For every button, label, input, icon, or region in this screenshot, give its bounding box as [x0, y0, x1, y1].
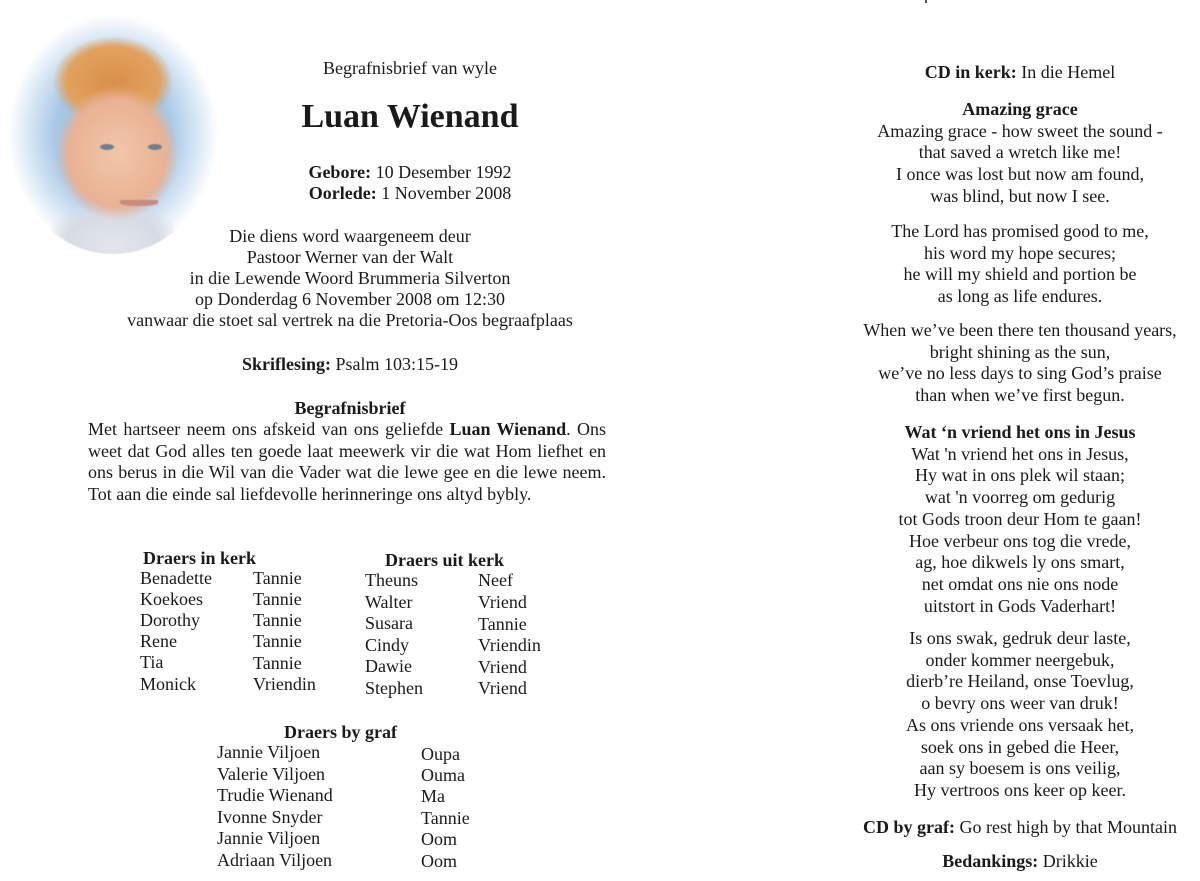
service-line: Die diens word waargeneem deur	[229, 226, 471, 246]
hymn-line: As ons vriende ons versaak het,	[906, 714, 1134, 735]
bearer-name: Koekoes	[140, 589, 203, 609]
hymn-line: aan sy boesem is ons veilig,	[919, 758, 1121, 779]
bearer-name: Stephen	[365, 678, 423, 698]
letter-text	[88, 419, 606, 505]
hymn-line: The Lord has promised good to me,	[891, 221, 1149, 241]
bearer-relation: Vriend	[478, 592, 527, 612]
bearer-relation: Neef	[478, 570, 513, 590]
thanks	[840, 851, 1200, 873]
hymn-line: Amazing grace - how sweet the sound -	[877, 120, 1163, 141]
born-label: Gebore:	[308, 162, 372, 182]
letter-title: Begrafnisbrief	[294, 398, 406, 418]
hymn-title: Wat ‘n vriend het ons in Jesus	[904, 422, 1136, 442]
hymn-line: wat 'n voorreg om gedurig	[924, 487, 1116, 508]
hymn-line: tot Gods troon deur Hom te gaan!	[898, 508, 1142, 529]
service-line: Pastoor Werner van der Walt	[246, 247, 454, 267]
bearer-name: Susara	[365, 613, 413, 633]
letter-text-before: Met hartseer neem ons afskeid van ons geliefde	[88, 419, 450, 439]
thanks-label: Bedankings:	[942, 851, 1039, 871]
bearers-out-title: Draers uit kerk	[385, 550, 504, 570]
bearer-relation: Vriend	[478, 657, 527, 677]
died-label: Oorlede:	[308, 183, 377, 203]
hymn-line: he will my shield and portion be	[903, 264, 1137, 285]
bearer-name: Adriaan Viljoen	[217, 850, 333, 870]
service-line: op Donderdag 6 November 2008 om 12:30	[195, 289, 505, 309]
hymn-line: ag, hoe dikwels ly ons smart,	[915, 552, 1125, 573]
hymn-line: Hy wat in ons plek wil staan;	[915, 465, 1125, 486]
bearer-relation: Vriendin	[253, 674, 316, 694]
right-page	[840, 0, 1200, 881]
died-line	[230, 183, 590, 204]
bearer-relation: Tannie	[253, 653, 302, 673]
service-line: in die Lewende Woord Brummeria Silverton	[189, 268, 511, 288]
letter-name-bold: Luan Wienand	[449, 419, 567, 439]
bearer-name: Monick	[140, 674, 196, 694]
reading-value: Psalm 103:15-19	[335, 354, 459, 374]
cd-grave-label: CD by graf:	[863, 817, 955, 837]
bearers-church-title: Draers in kerk	[143, 548, 256, 568]
portrait-photo	[8, 14, 218, 254]
cd-church-label: CD in kerk:	[924, 62, 1017, 82]
hymn-line: uitstort in Gods Vaderhart!	[923, 595, 1117, 616]
bearer-relation: Tannie	[253, 568, 302, 588]
bearer-name: Walter	[365, 592, 413, 612]
cd-church-value: In die Hemel	[1021, 62, 1116, 82]
bearer-relation: Vriendin	[478, 635, 541, 655]
bearer-name: Tia	[140, 652, 164, 672]
hymn-line: than when we’ve first begun.	[915, 385, 1125, 406]
bearer-name: Jannie Viljoen	[217, 828, 321, 848]
cd-church	[840, 62, 1200, 84]
bearer-relation: Ouma	[421, 765, 465, 785]
hymn-line: dierb’re Heiland, onse Toevlug,	[906, 671, 1134, 692]
hymn-line: Wat 'n vriend het ons in Jesus,	[911, 443, 1129, 464]
cd-grave-value: Go rest high by that Mountain	[959, 817, 1177, 837]
scripture-reading	[80, 354, 620, 375]
bearer-relation: Oupa	[421, 744, 460, 764]
hymn-line: When we’ve been there ten thousand years,	[863, 320, 1177, 340]
bearers-grave-title: Draers by graf	[284, 722, 397, 742]
bearer-name: Trudie Wienand	[217, 785, 333, 805]
bearer-name: Dorothy	[140, 610, 200, 630]
service-details	[80, 226, 620, 331]
hymn-line: his word my hope secures;	[924, 242, 1116, 263]
hymn-line: I once was lost but now am found,	[896, 164, 1144, 185]
dates-block	[230, 162, 590, 204]
bearer-name: Cindy	[365, 635, 410, 655]
portrait-mouth	[120, 200, 158, 206]
hymn-line: net omdat ons nie ons node	[921, 573, 1119, 594]
bearer-name: Jannie Viljoen	[217, 742, 321, 762]
hymn-line: onder kommer neergebuk,	[925, 649, 1115, 670]
bearer-relation: Oom	[421, 851, 457, 871]
thanks-value: Drikkie	[1042, 851, 1098, 871]
bearer-relation: Tannie	[478, 614, 527, 634]
bearer-name: Benadette	[140, 568, 212, 588]
bearer-relation: Tannie	[253, 631, 302, 651]
hymn-line: o bevry ons weer van druk!	[921, 693, 1119, 714]
bearer-name: Theuns	[365, 570, 418, 590]
bearer-relation: Tannie	[253, 610, 302, 630]
hymn-title: Amazing grace	[962, 99, 1078, 119]
born-value: 10 Desember 1992	[375, 162, 512, 182]
bearer-relation: Vriend	[478, 678, 527, 698]
hymn-line: bright shining as the sun,	[929, 341, 1111, 362]
portrait-eye-right	[148, 144, 162, 150]
service-line: vanwaar die stoet sal vertrek na die Pretoria-Oos begraafplaas	[127, 310, 573, 330]
hymn-stanza	[840, 221, 1200, 308]
bearer-name: Dawie	[365, 656, 412, 676]
died-value: 1 November 2008	[381, 183, 512, 203]
hymn-line: as long as life endures.	[937, 286, 1103, 307]
hymn-line: Hy vertroos ons keer op keer.	[914, 779, 1126, 800]
hymn-amazing-grace	[840, 99, 1200, 208]
bearer-name: Rene	[140, 631, 177, 651]
hymn-wat-n-vriend	[840, 422, 1200, 617]
portrait-eye-left	[100, 144, 114, 150]
cd-grave	[840, 817, 1200, 839]
bearer-relation: Oom	[421, 829, 457, 849]
subtitle: Begrafnisbrief van wyle	[323, 58, 497, 78]
bearer-name: Valerie Viljoen	[217, 764, 326, 784]
bearer-relation: Tannie	[421, 808, 470, 828]
hymn-line: we’ve no less days to sing God’s praise	[878, 363, 1162, 384]
hymn-line: was blind, but now I see.	[930, 185, 1110, 206]
hymn-line: Hoe verbeur ons tog die vrede,	[909, 530, 1131, 551]
hymn-line: that saved a wretch like me!	[918, 142, 1122, 163]
bearer-relation: Ma	[421, 786, 445, 806]
hymn-stanza	[840, 320, 1200, 407]
letter-text-after: . Ons weet dat God alles ten goede laat meewerk vir die wat Hom liefhet en ons berus in die Wil van die Vader wat die lewe gee en die lewe neem. Tot aan die einde sal liefdevolle herinneringe ons altyd bybly.	[88, 419, 606, 504]
reading-label: Skriflesing:	[241, 354, 331, 374]
hymn-stanza	[840, 628, 1200, 802]
bearer-relation: Tannie	[253, 589, 302, 609]
deceased-name: Luan Wienand	[301, 98, 519, 135]
hymn-line: Is ons swak, gedruk deur laste,	[909, 628, 1131, 648]
hymn-line: soek ons in gebed die Heer,	[920, 736, 1120, 757]
born-line	[230, 162, 590, 183]
bearer-name: Ivonne Snyder	[217, 807, 323, 827]
